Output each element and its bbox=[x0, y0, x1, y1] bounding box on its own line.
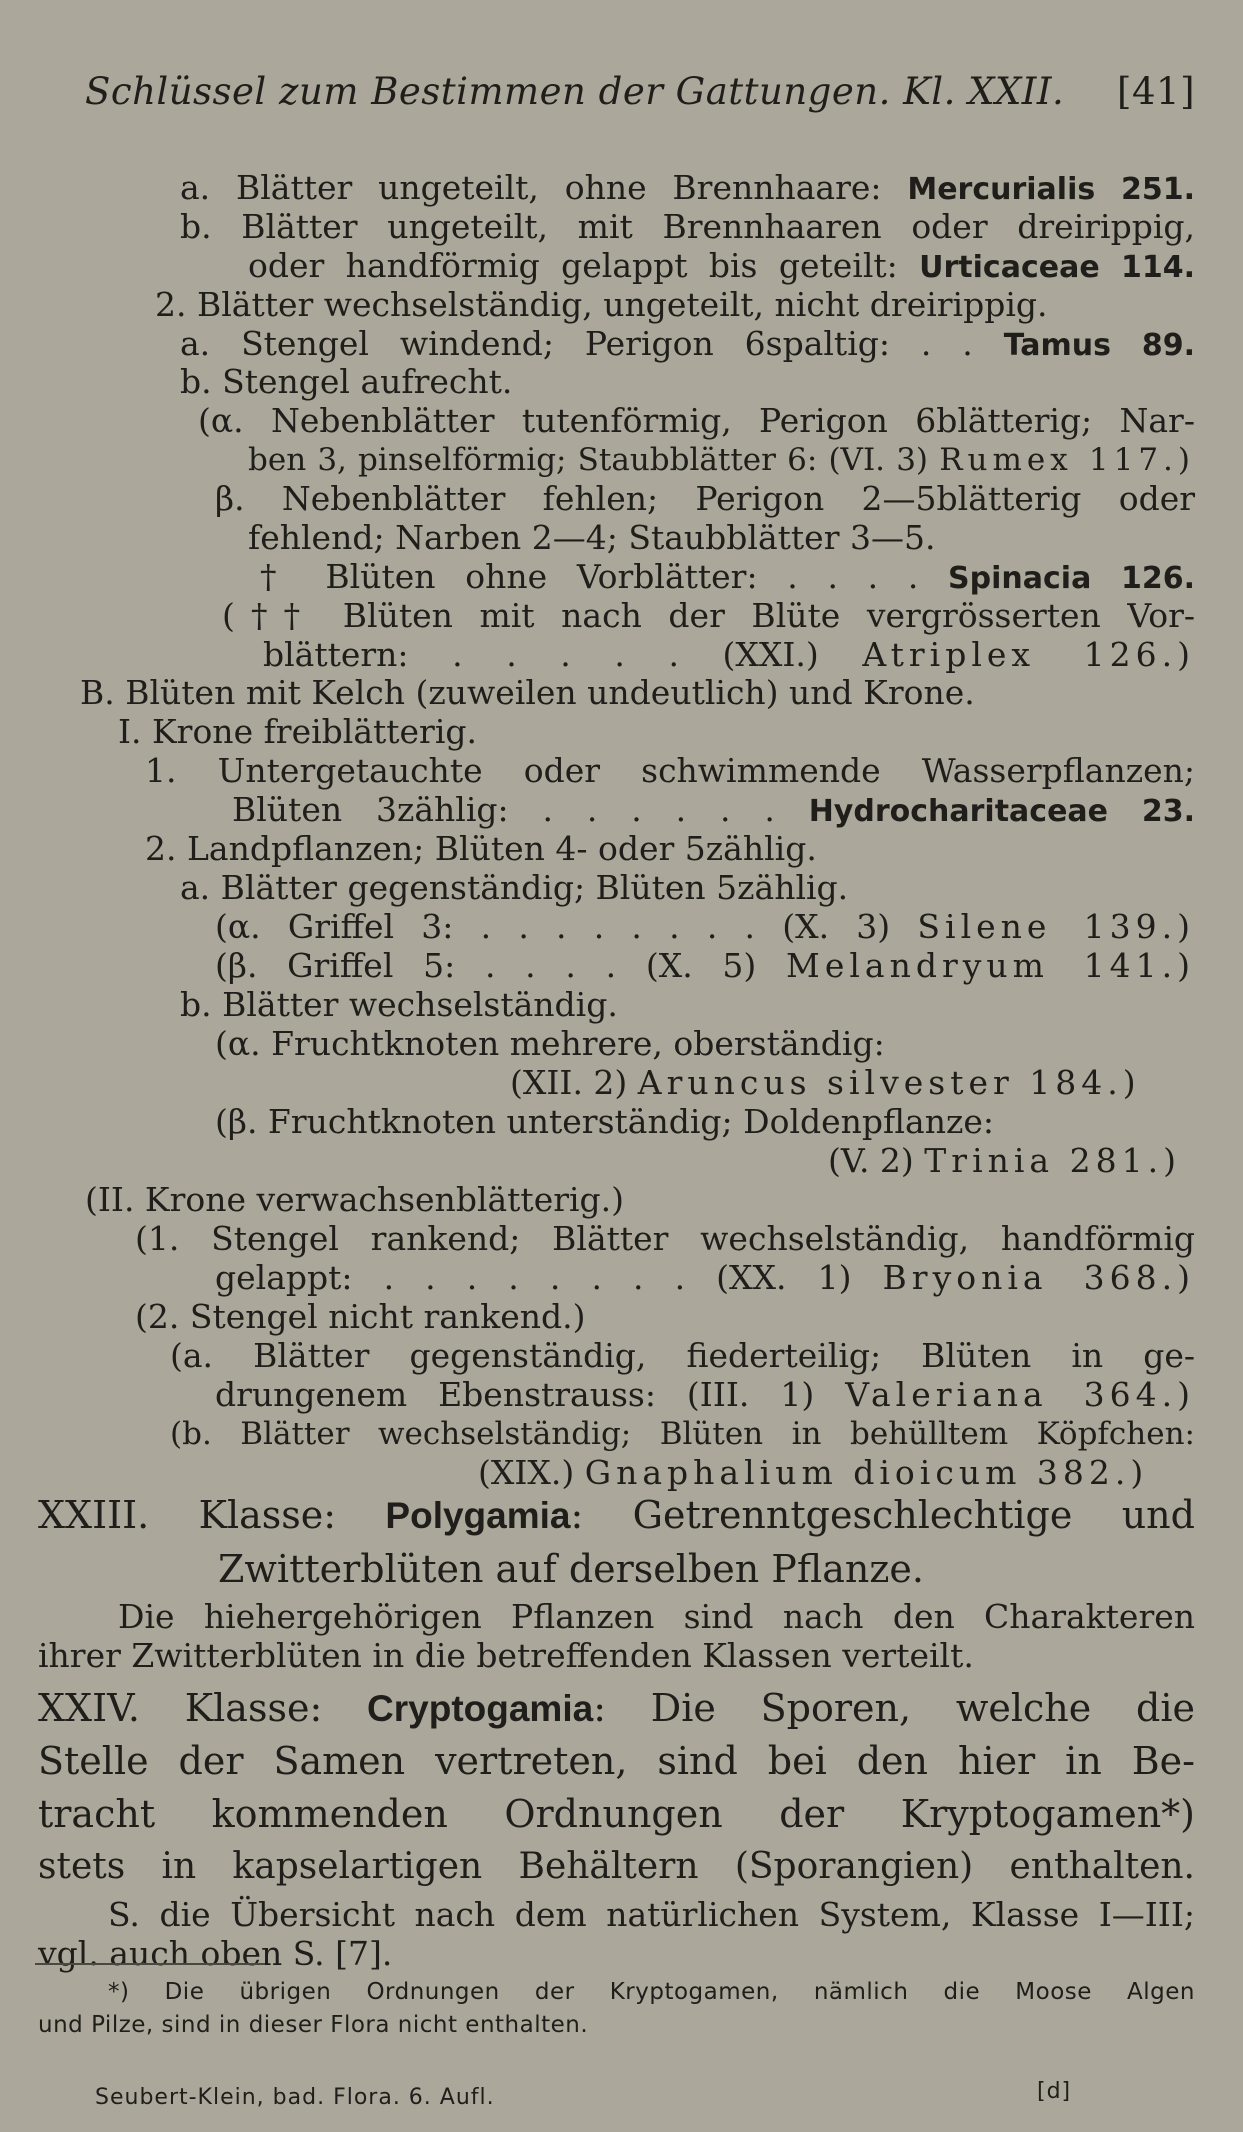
key-line: ben 3, pinselförmig; Staubblätter 6: (VI. 3) Rumex 117.) bbox=[248, 442, 1195, 478]
signature-mark: [d] bbox=[1037, 2079, 1072, 2104]
section-text: Die hiehergehörigen Pflanzen sind nach den Charakteren bbox=[118, 1597, 1195, 1636]
key-line: blättern: . . . . . (XXI.) Atriplex 126.) bbox=[263, 635, 1195, 674]
key-line: b. Blätter ungeteilt, mit Brennhaaren oder dreirippig, bbox=[180, 207, 1195, 246]
key-line: (II. Krone verwachsenblätterig.) bbox=[85, 1180, 625, 1219]
key-line: (XIX.) Gnaphalium dioicum 382.) bbox=[478, 1453, 1149, 1492]
section-heading-cryptogamia: XXIV. Klasse: Cryptogamia: Die Sporen, welche die bbox=[38, 1686, 1195, 1730]
key-line: β. Nebenblätter fehlen; Perigon 2—5blätterig oder bbox=[215, 479, 1195, 518]
page-footer bbox=[95, 2079, 1085, 2110]
key-line: a. Blätter ungeteilt, ohne Brennhaare: Mercurialis 251. bbox=[180, 168, 1196, 207]
key-line: (†† Blüten mit nach der Blüte vergrösserten Vor- bbox=[222, 596, 1195, 635]
key-line: I. Krone freiblätterig. bbox=[118, 712, 478, 751]
key-line: 2. Blätter wechselständig, ungeteilt, nicht dreirippig. bbox=[155, 285, 1048, 324]
key-line: (a. Blätter gegenständig, fiederteilig; Blüten in ge- bbox=[170, 1336, 1195, 1375]
key-line: 1. Untergetauchte oder schwimmende Wasserpflanzen; bbox=[145, 751, 1195, 790]
key-line: (α. Nebenblätter tutenförmig, Perigon 6blätterig; Nar- bbox=[198, 401, 1195, 440]
section-text: vgl. auch oben S. [7]. bbox=[38, 1934, 393, 1973]
key-line: (XII. 2) Aruncus silvester 184.) bbox=[510, 1063, 1141, 1102]
key-line: (2. Stengel nicht rankend.) bbox=[135, 1297, 586, 1336]
key-line: (α. Griffel 3: . . . . . . . . (X. 3) Silene 139.) bbox=[215, 907, 1195, 946]
section-heading-line: Stelle der Samen vertreten, sind bei den hier in Be- bbox=[38, 1739, 1195, 1783]
key-line: (β. Griffel 5: . . . . (X. 5) Melandryum 141.) bbox=[215, 946, 1195, 985]
key-line: a. Stengel windend; Perigon 6spaltig: . . Tamus 89. bbox=[180, 324, 1196, 363]
section-heading-line: Zwitterblüten auf derselben Pflanze. bbox=[218, 1547, 924, 1591]
footnote: und Pilze, sind in dieser Flora nicht enthalten. bbox=[38, 2012, 589, 2038]
key-line: 2. Landpflanzen; Blüten 4- oder 5zählig. bbox=[145, 829, 817, 868]
key-line: Blüten 3zählig: . . . . . . Hydrocharitaceae 23. bbox=[232, 790, 1195, 829]
key-line: † Blüten ohne Vorblätter: . . . . Spinacia 126. bbox=[260, 557, 1195, 596]
footnote: *) Die übrigen Ordnungen der Kryptogamen, nämlich die Moose Algen bbox=[108, 1979, 1195, 2005]
key-line: (α. Fruchtknoten mehrere, oberständig: bbox=[215, 1024, 885, 1063]
key-line: b. Blätter wechselständig. bbox=[180, 985, 618, 1024]
footnote-rule bbox=[35, 1963, 265, 1965]
section-heading-line: stets in kapselartigen Behältern (Sporangien) enthalten. bbox=[38, 1846, 1195, 1887]
section-text: ihrer Zwitterblüten in die betreffenden Klassen verteilt. bbox=[38, 1636, 974, 1675]
section-text: S. die Übersicht nach dem natürlichen System, Klasse I—III; bbox=[108, 1895, 1195, 1934]
footer-source: Seubert-Klein, bad. Flora. 6. Aufl. bbox=[95, 2085, 495, 2110]
section-heading-line: tracht kommenden Ordnungen der Kryptogamen*) bbox=[38, 1792, 1195, 1836]
key-line: a. Blätter gegenständig; Blüten 5zählig. bbox=[180, 868, 849, 907]
key-line: (V. 2) Trinia 281.) bbox=[828, 1141, 1181, 1180]
key-line: fehlend; Narben 2—4; Staubblätter 3—5. bbox=[248, 518, 936, 557]
key-line: oder handförmig gelappt bis geteilt: Urticaceae 114. bbox=[248, 246, 1195, 285]
page-number: [41] bbox=[1117, 70, 1195, 113]
key-line: drungenem Ebenstrauss: (III. 1) Valeriana 364.) bbox=[215, 1375, 1195, 1414]
key-line: (β. Fruchtknoten unterständig; Doldenpflanze: bbox=[215, 1102, 994, 1141]
key-line: (1. Stengel rankend; Blätter wechselständig, handförmig bbox=[135, 1219, 1195, 1258]
section-heading-polygamia: XXIII. Klasse: Polygamia: Getrenntgeschlechtige und bbox=[38, 1493, 1195, 1537]
running-header bbox=[85, 70, 1195, 113]
header-title: Schlüssel zum Bestimmen der Gattungen. Kl. XXII. bbox=[85, 70, 1065, 113]
key-line: gelappt: . . . . . . . . (XX. 1) Bryonia 368.) bbox=[215, 1258, 1195, 1297]
key-line: (b. Blätter wechselständig; Blüten in behülltem Köpfchen: bbox=[170, 1416, 1195, 1452]
key-line: B. Blüten mit Kelch (zuweilen undeutlich) und Krone. bbox=[80, 673, 975, 712]
key-line: b. Stengel aufrecht. bbox=[180, 362, 513, 401]
